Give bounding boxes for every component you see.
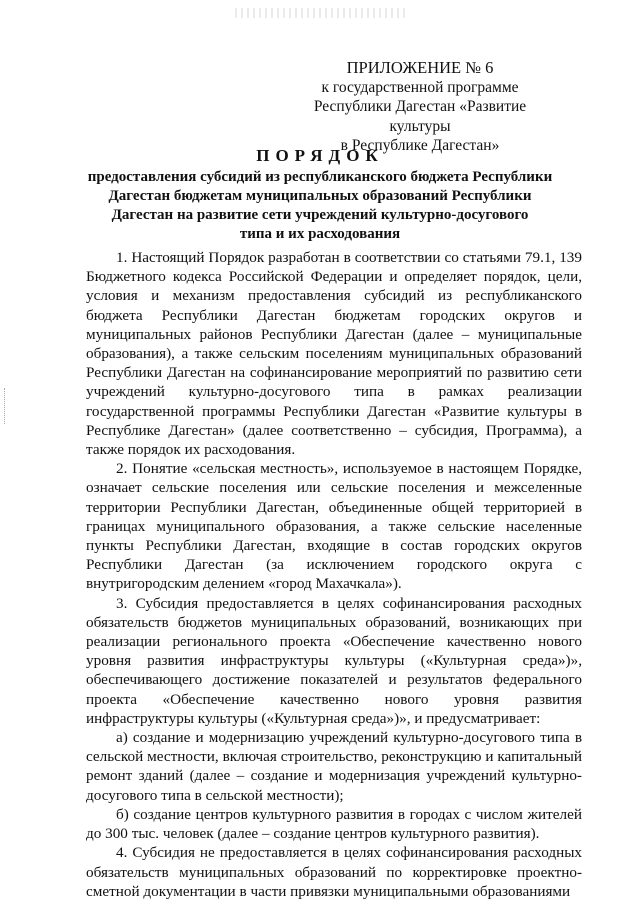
- appendix-header: [285, 58, 555, 156]
- document-body: [86, 248, 582, 901]
- subtitle-line: типа и их расходования: [239, 226, 401, 242]
- paragraph-4: 4. Субсидия не предоставляется в целях софинансирования расходных обязательств муниципальных образований по корректировке проектно-сметной документации в части привязки муниципальными образованиями: [86, 844, 582, 900]
- subtitle-line: Дагестан бюджетам муниципальных образований Республики: [108, 188, 532, 204]
- document-title: ПОРЯДОК: [256, 146, 384, 165]
- appendix-line: Республики Дагестан «Развитие культуры: [313, 98, 527, 135]
- scan-artifact: [235, 8, 405, 18]
- margin-mark: [4, 388, 11, 424]
- appendix-line: в Республике Дагестан»: [340, 137, 500, 154]
- subtitle-line: предоставления субсидий из республиканского бюджета Республики: [87, 169, 553, 185]
- appendix-line: к государственной программе: [321, 78, 519, 96]
- paragraph-3a: а) создание и модернизацию учреждений культурно-досугового типа в сельской местности, включая строительство, реконструкцию и капитальный ремонт зданий (далее – создание и модернизация учреждений культурно-досугового типа в сельской местности);: [86, 729, 582, 804]
- paragraph-2: 2. Понятие «сельская местность», используемое в настоящем Порядке, означает сельские поселения или сельские поселения и межселенные территории Республики Дагестан, объединенные общей территорией в границах муниципального образования, а также сельские населенные пункты Республики Дагестан, входящие в состав городских округов Республики Дагестан (за исключением городского округа с внутригородским делением «город Махачкала»).: [86, 460, 582, 593]
- subtitle-line: Дагестан на развитие сети учреждений культурно-досугового: [111, 207, 529, 223]
- document-subtitle: [70, 168, 570, 244]
- paragraph-3b: б) создание центров культурного развития в городах с числом жителей до 300 тыс. человек (далее – создание центров культурного развития).: [86, 805, 582, 843]
- paragraph-1: 1. Настоящий Порядок разработан в соответствии со статьями 79.1, 139 Бюджетного кодекса Российской Федерации и определяет порядок, цели, условия и механизм предоставления субсидий из республиканского бюджета Республики Дагестан бюджетам городских округов и муниципальных районов Республики Дагестан (далее – муниципальные образования), а также сельским поселениям муниципальных образований Республики Дагестан на софинансирование мероприятий по развитию сети учреждений культурно-досугового типа в рамках реализации государственной программы Республики Дагестан «Развитие культуры в Республике Дагестан» (далее соответственно – субсидия, Программа), а также порядок их расходования.: [86, 249, 582, 459]
- appendix-title: ПРИЛОЖЕНИЕ № 6: [346, 58, 494, 77]
- paragraph-3: 3. Субсидия предоставляется в целях софинансирования расходных обязательств бюджетов муниципальных образований, возникающих при реализации регионального проекта «Обеспечение качественно нового уровня развития инфраструктуры культуры («Культурная среда»)», обеспечивающего достижение показателей и результатов федерального проекта «Обеспечение качественно нового уровня развития инфраструктуры культуры («Культурная среда»)», и предусматривает:: [86, 594, 582, 727]
